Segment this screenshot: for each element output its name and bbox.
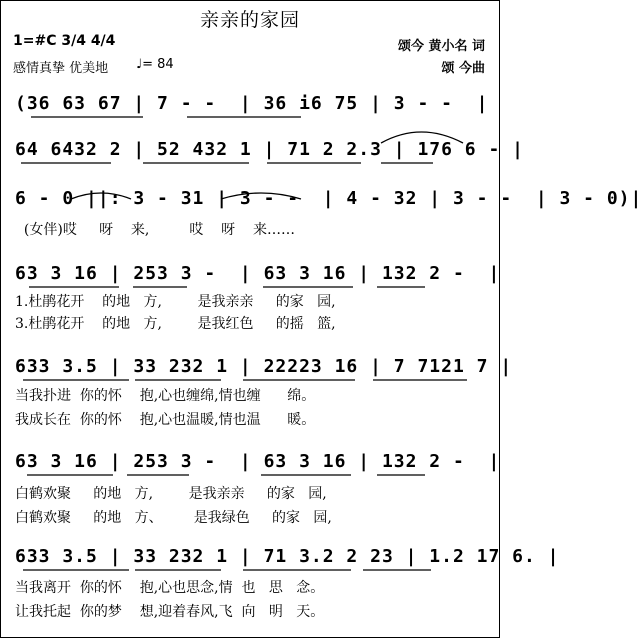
lyric-line-5: 白鹤欢聚 的地 方, 是我亲亲 的家 园, [15,486,327,502]
lyric-line-7: 当我离开 你的怀 抱,心也思念,情 也 思 念。 [15,580,325,596]
lyric-line-4: 我成长在 你的怀 抱,心也温暖,情也温 暖。 [15,412,316,428]
notation-row-5: 633 3.5 | 33 232 1 | 22223 16 | 7 7121 7 | [15,356,513,377]
notation-row-6: 63 3 16 | 253 3 - | 63 3 16 | 132 2 - | [15,451,501,472]
lyric-line-intro: (女伴)哎 呀 来, 哎 呀 来…… [15,222,295,238]
notation-row-2: 64 6432 2 | 52 432 1 | 71 2 2.3 | 176 6 - | [15,139,524,160]
lyric-line-8: 让我托起 你的梦 想,迎着春风,飞 向 明 天。 [15,604,325,620]
music-credit: 颂 今曲 [441,61,485,76]
notation-row-7: 633 3.5 | 33 232 1 | 71 3.2 2 23 | 1.2 17 6. | [15,546,560,567]
lyrics-credit: 颂今 黄小名 词 [397,39,485,54]
tempo-marking: ♩= 84 [136,57,174,72]
notation-row-1: (36 63 67 | 7 - - | 36 i6 75 | 3 - - | [15,93,489,114]
song-title: 亲亲的家园 [199,9,300,31]
lyric-line-3: 当我扑进 你的怀 抱,心也缠绵,情也缠 绵。 [15,388,316,404]
notation-row-3: 6 - 0 ||: 3 - 31 | 3 - - | 4 - 32 | 3 - - | 3 - 0)| [15,188,642,209]
lyric-line-1: 1.杜鹃花开 的地 方, 是我亲亲 的家 园, [15,294,336,310]
expression-marking: 感情真挚 优美地 [13,61,109,76]
lyric-line-6: 白鹤欢聚 的地 方、 是我绿色 的家 园, [15,510,332,526]
key-signature: 1=#C 3/4 4/4 [13,33,116,49]
notation-row-4: 63 3 16 | 253 3 - | 63 3 16 | 132 2 - | [15,263,501,284]
lyric-line-2: 3.杜鹃花开 的地 方, 是我红色 的摇 篮, [15,316,336,332]
